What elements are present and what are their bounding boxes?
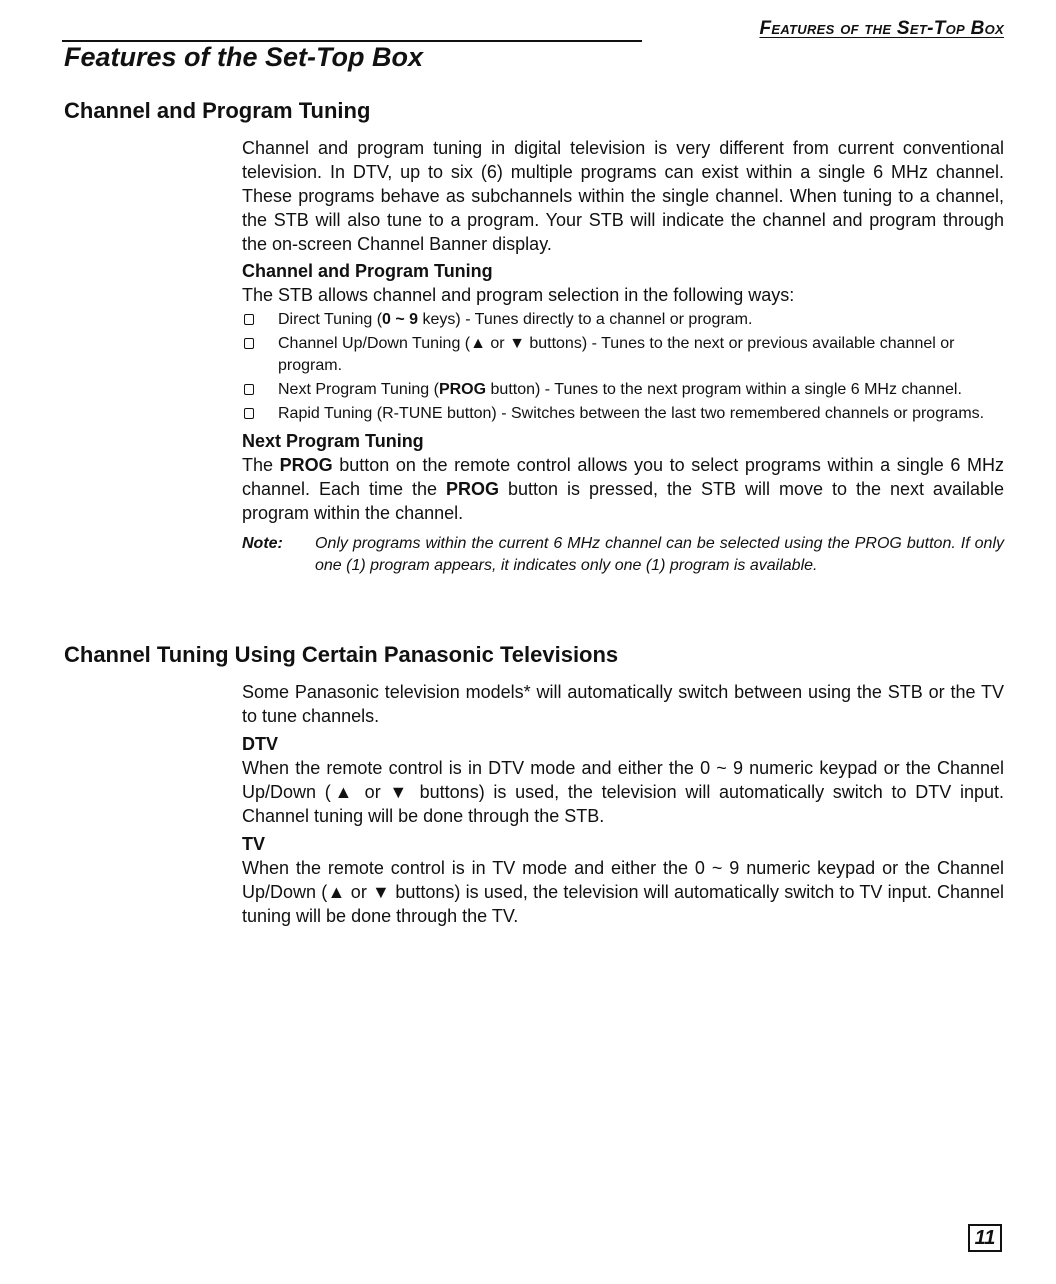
note bbox=[242, 533, 1004, 577]
list-item: Channel Up/Down Tuning (▲ or ▼ buttons) - Tunes to the next or previous available channel or program. bbox=[242, 333, 1004, 377]
list-item: Rapid Tuning (R-TUNE button) - Switches between the last two remembered channels or programs. bbox=[242, 403, 1004, 425]
list-item: Direct Tuning (0 ~ 9 keys) - Tunes directly to a channel or program. bbox=[242, 309, 1004, 331]
note-text: Only programs within the current 6 MHz channel can be selected using the PROG button. If only one (1) program appears, it indicates only one (1) program is available. bbox=[315, 535, 1004, 574]
checkbox-bullet-icon bbox=[244, 314, 254, 325]
next-program-paragraph: The PROG button on the remote control allows you to select programs within a single 6 MHz channel. Each time the PROG button is pressed, the STB will move to the next available program within the channel. bbox=[242, 455, 1004, 523]
subheading-next-program-tuning: Next Program Tuning bbox=[242, 431, 424, 451]
section-heading-channel-program-tuning: Channel and Program Tuning bbox=[64, 98, 371, 123]
checkbox-bullet-icon bbox=[244, 338, 254, 349]
tv-paragraph: When the remote control is in TV mode and either the 0 ~ 9 numeric keypad or the Channel Up/Down (▲ or ▼ buttons) is used, the television will automatically switch to TV input. Channel tuning will be done through the TV. bbox=[242, 858, 1004, 926]
checkbox-bullet-icon bbox=[244, 384, 254, 395]
running-head: Features of the Set-Top Box bbox=[759, 18, 1004, 39]
section-body-channel-program-tuning bbox=[242, 136, 1004, 577]
page-number: 11 bbox=[968, 1224, 1002, 1252]
panasonic-intro: Some Panasonic television models* will automatically switch between using the STB or the TV to tune channels. bbox=[242, 682, 1004, 726]
section-body-panasonic-tuning bbox=[242, 680, 1004, 928]
section-heading-panasonic-tuning: Channel Tuning Using Certain Panasonic Televisions bbox=[64, 642, 619, 667]
subheading-tv: TV bbox=[242, 834, 266, 854]
intro-paragraph: Channel and program tuning in digital television is very different from current conventional television. In DTV, up to six (6) multiple programs can exist within a single 6 MHz channel. These programs behave as subchannels within the single channel. When tuning to a channel, the STB will also tune to a program. Your STB will indicate the channel and program through the on-screen Channel Banner display. bbox=[242, 138, 1004, 254]
tuning-methods-list bbox=[242, 309, 1004, 425]
note-label: Note: bbox=[242, 535, 283, 552]
selection-ways-text: The STB allows channel and program selection in the following ways: bbox=[242, 285, 795, 305]
subheading-dtv: DTV bbox=[242, 734, 278, 754]
subheading-channel-program-tuning: Channel and Program Tuning bbox=[242, 261, 493, 281]
list-item: Next Program Tuning (PROG button) - Tunes to the next program within a single 6 MHz channel. bbox=[242, 379, 1004, 401]
checkbox-bullet-icon bbox=[244, 408, 254, 419]
dtv-paragraph: When the remote control is in DTV mode and either the 0 ~ 9 numeric keypad or the Channel Up/Down (▲ or ▼ buttons) is used, the television will automatically switch to DTV input. Channel tuning will be done through the STB. bbox=[242, 758, 1004, 826]
page-title: Features of the Set-Top Box bbox=[64, 42, 424, 72]
